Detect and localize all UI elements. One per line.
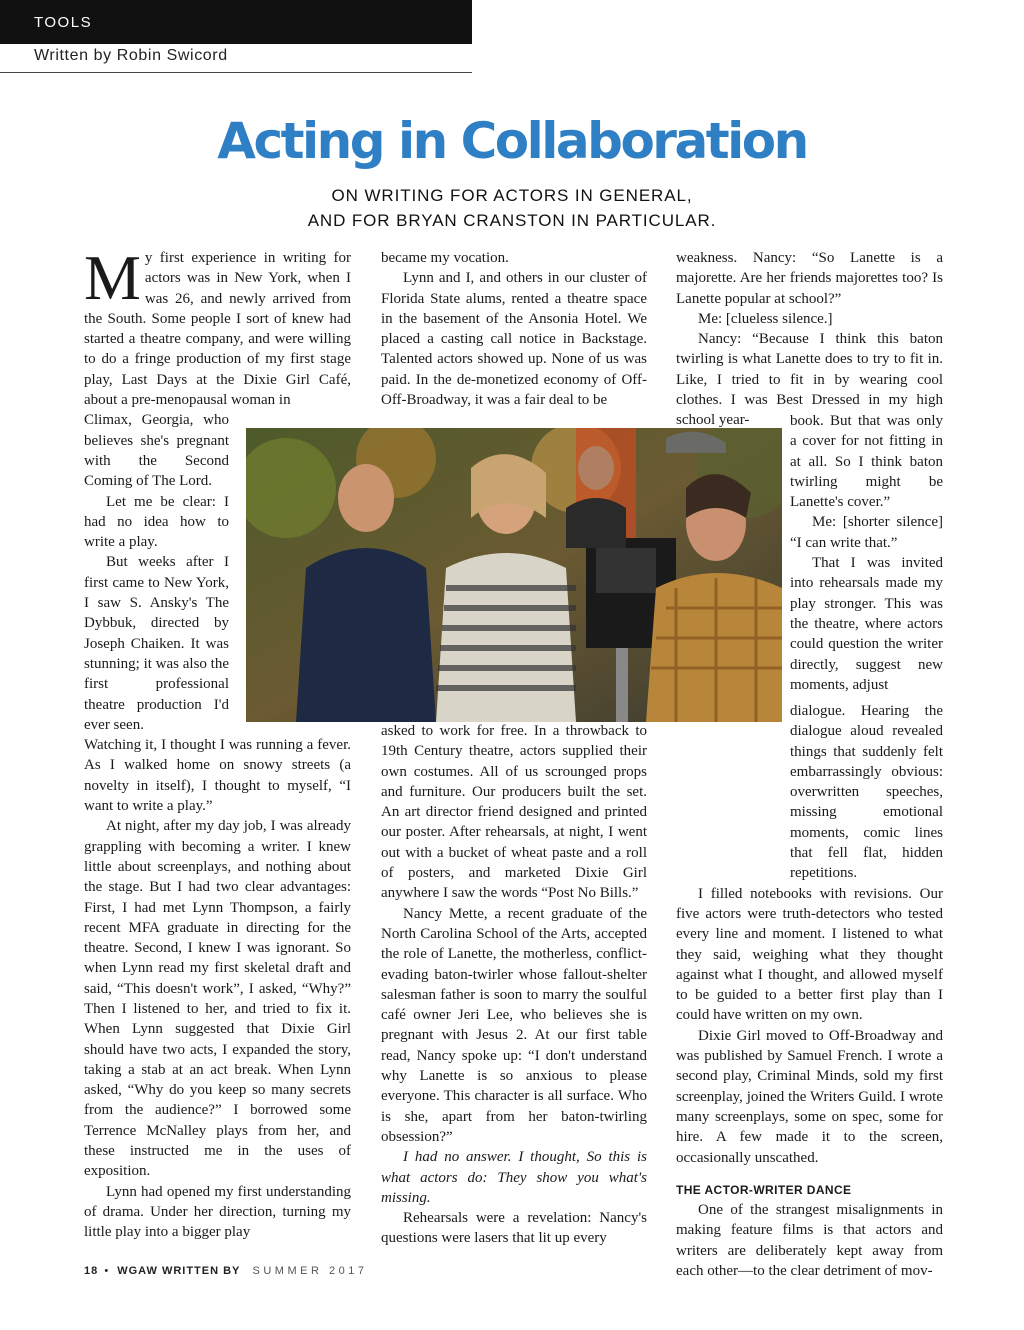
paragraph: Rehearsals were a revelation: Nancy's questions were lasers that lit up every — [381, 1210, 647, 1247]
paragraph: I had no answer. I thought, So this is what actors do: They show you what's missing. — [381, 1149, 647, 1206]
byline: Written by Robin Swicord — [34, 47, 228, 64]
paragraph: Lynn and I, and others in our cluster of Florida State alums, rented a theatre space in the basement of the Ansonia Hotel. We placed a casting call notice in Backstage. Talented actors showed up. None of us was paid. In the de-monetized economy of Off-Off-Broadway, it was a fair deal to be — [381, 270, 647, 409]
paragraph: asked to work for free. In a throwback to 19th Century theatre, actors supplied their own costumes. All of us scrounged props and furniture. Our producers built the set. An art director friend designed and printed our poster. After rehearsals, at night, I went out with a bucket of wheat paste and a roll of posters, and marketed Dixie Girl anywhere I saw the words “Post No Bills.” — [381, 723, 647, 902]
paragraph: Nancy Mette, a recent graduate of the North Carolina School of the Arts, accepted the role of Lanette, the motherless, conflict-evading baton-twirler whose fallout-shelter salesman father is soon to marry the soulful café owner Jeri Lee, who believes she is pregnant with Jesus 2. At our first table read, Nancy spoke up: “I don't understand why Lanette is so anxious to please everyone. This character is all surface. Who is she, apart from her baton-twirling obsession?” — [381, 905, 647, 1145]
paragraph: Let me be clear: I had no idea how to write a play. — [84, 493, 229, 551]
paragraph: Watching it, I thought I was running a fever. As I walked home on snowy streets (a novelty in itself), I thought to myself, “I want to write a play.” — [84, 737, 351, 815]
column-2-top — [381, 248, 647, 410]
page-number: 18 — [84, 1265, 99, 1277]
column-3-top — [676, 248, 943, 431]
byline-divider — [0, 72, 472, 73]
paragraph: book. But that was only a cover for not fitting in at all. So I think baton twirling might be Lanette's cover.” — [790, 413, 943, 511]
column-3-bottom — [676, 701, 943, 1281]
paragraph: At night, after my day job, I was already grappling with becoming a writer. I knew little about screenplays, and nothing about the stage. But I had two clear advantages: First, I had met Lynn Thompson, a fairly recent MFA graduate in directing for the theatre. Second, I knew I was ignorant. So when Lynn read my first skeletal draft and said, “This doesn't work”, I asked, “Why?” Then I listened to her, and tried to fix it. When Lynn suggested that Dixie Girl should have two acts, I expanded the story, taking a stab at an act break. When Lynn asked, “Why do you keep so many secrets from the audience?” I borrowed some Terrence McNalley plays from her, and these instructed me in the uses of exposition. — [84, 818, 351, 1180]
paragraph: became my vocation. — [381, 250, 509, 266]
article-dek — [0, 183, 1024, 233]
paragraph: Nancy: “Because I think this baton twirling is what Lanette does to try to fit in. Like, I tried to fit in by wearing cool clothes. I was Best Dressed in my high school year- — [676, 331, 943, 429]
film-crew-photo — [246, 428, 782, 722]
dek-line-2: AND FOR BRYAN CRANSTON IN PARTICULAR. — [307, 211, 717, 230]
drop-cap: M — [84, 242, 141, 313]
paragraph: Me: [shorter silence] “I can write that.” — [790, 514, 943, 551]
column-2-bottom — [381, 721, 647, 1249]
paragraph: Climax, Georgia, who believes she's pregnant with the Second Coming of The Lord. — [84, 412, 229, 490]
paragraph-text: y first experience in writing for actors was in New York, when I was 26, and newly arrived from the South. Some people I sort of knew had started a theatre company, and were willing to do a fringe production of my first stage play, Last Days at the Dixie Girl Café, about a pre-menopausal woman in — [84, 250, 351, 409]
page-footer — [84, 1265, 367, 1277]
subhead: THE ACTOR-WRITER DANCE — [676, 1182, 852, 1197]
column-3-wrap — [790, 411, 943, 695]
publication-name: WGAW WRITTEN BY — [117, 1265, 241, 1277]
section-label: TOOLS — [34, 14, 93, 31]
paragraph: That I was invited into rehearsals made my play stronger. This was the theatre, where actors could question the writer directly, suggest new moments, adjust — [790, 555, 943, 693]
bullet-separator: • — [104, 1265, 112, 1277]
paragraph: Lynn had opened my first understanding of drama. Under her direction, turning my little play into a bigger play — [84, 1183, 351, 1241]
paragraph: dialogue. Hearing the dialogue aloud revealed things that suddenly felt embarrassingly obvious: overwritten speeches, missing emotional moments, comic lines that fell flat, hidden repetitions. — [790, 703, 943, 882]
paragraph: But weeks after I first came to New York, I saw S. Ansky's The Dybbuk, directed by Joseph Chaiken. It was stunning; it was also the first professional theatre production I'd ever seen. — [84, 554, 229, 733]
paragraph: Me: [clueless silence.] — [698, 310, 833, 327]
dek-line-1: ON WRITING FOR ACTORS IN GENERAL, — [331, 186, 693, 205]
paragraph — [84, 242, 351, 410]
paragraph: Dixie Girl moved to Off-Broadway and was published by Samuel French. I wrote a second play, Criminal Minds, sold my first screenplay, joined the Writers Guild. I wrote many screenplays, some on spec, some for hire. A few made it to the screen, occasionally unscathed. — [676, 1027, 943, 1166]
paragraph: One of the strangest misalignments in making feature films is that actors and writers are deliberately kept away from each other—to the clear detriment of mov- — [676, 1202, 943, 1280]
article-title: Acting in Collaboration — [217, 112, 807, 170]
column-1 — [84, 242, 351, 1243]
wrap-block — [84, 410, 229, 735]
paragraph: weakness. Nancy: “So Lanette is a majorette. Are her friends majorettes too? Is Lanette popular at school?” — [676, 250, 943, 307]
issue-season: SUMMER 2017 — [252, 1265, 368, 1277]
paragraph: I filled notebooks with revisions. Our five actors were truth-detectors who tested every line and moment. I listened to what they said, weighing what they thought against what I thought, and allowed myself to be guided to a better first play than I could have written on my own. — [676, 885, 943, 1024]
